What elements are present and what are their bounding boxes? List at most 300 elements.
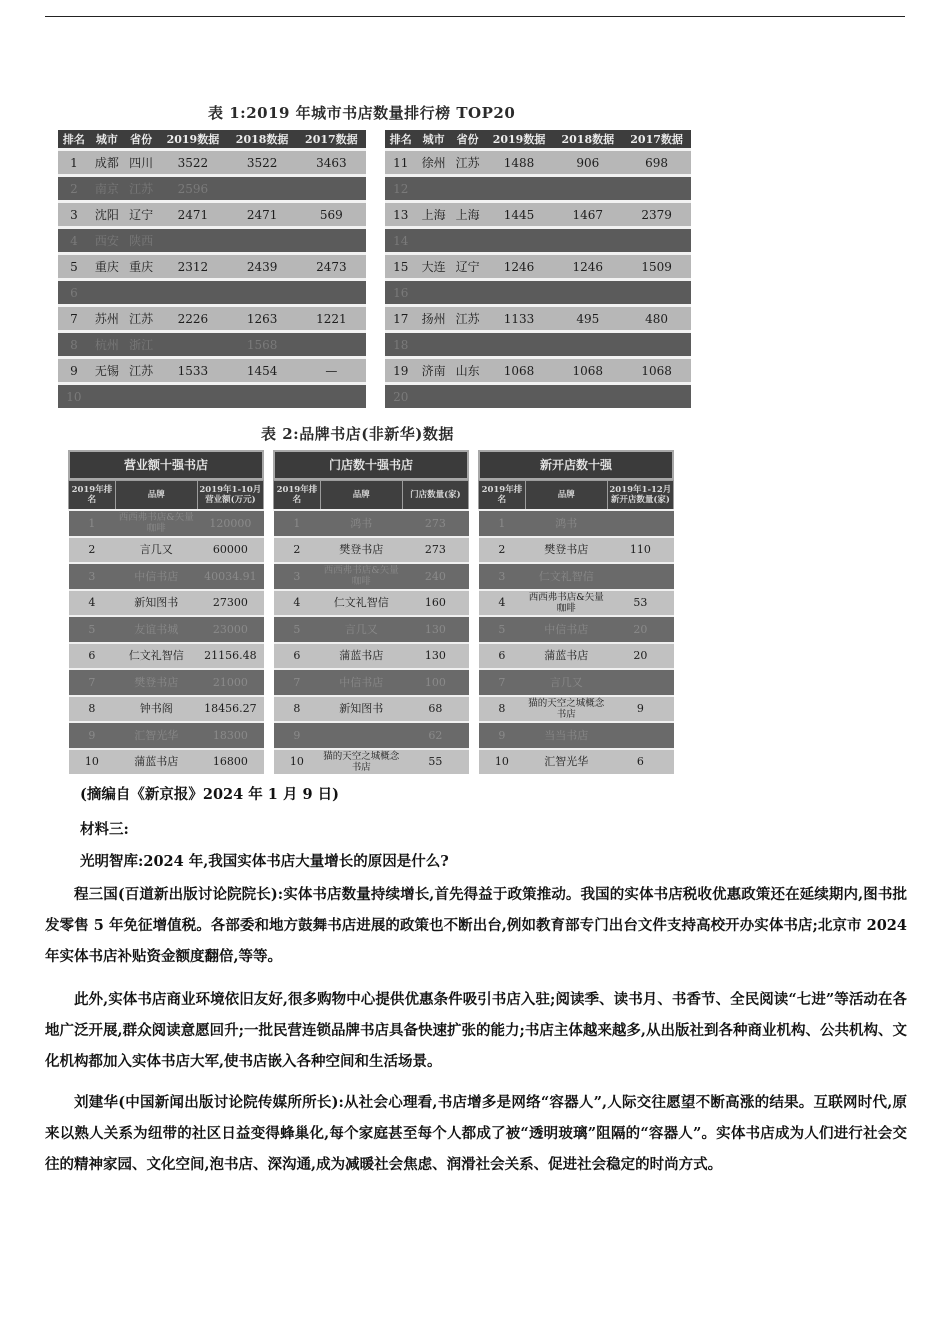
table-cell: 6 xyxy=(69,643,116,670)
table-cell: 陕西 xyxy=(124,228,158,254)
table-cell: 仁文礼智信 xyxy=(115,643,197,670)
table-cell: 130 xyxy=(402,616,468,643)
table-cell: 4 xyxy=(69,590,116,617)
table-row xyxy=(58,358,366,384)
table-cell: 23000 xyxy=(197,616,263,643)
rank-header-row xyxy=(58,130,366,150)
table-cell: 大连 xyxy=(417,254,451,280)
table-cell: 1068 xyxy=(622,358,691,384)
table-cell: 8 xyxy=(274,696,321,723)
table-cell xyxy=(124,280,158,306)
table-cell xyxy=(451,228,485,254)
table-cell: 无锡 xyxy=(90,358,124,384)
col-header: 省份 xyxy=(451,130,485,150)
table-row xyxy=(385,280,691,306)
table-cell: 1246 xyxy=(485,254,554,280)
table-cell: 6 xyxy=(607,749,673,775)
col-header: 2019年1-12月新开店数量(家) xyxy=(607,481,673,511)
table-cell: 18456.27 xyxy=(197,696,263,723)
col-header: 2017数据 xyxy=(297,130,366,150)
table-cell: 新知图书 xyxy=(320,696,402,723)
table-row xyxy=(479,510,674,537)
table-cell: 辽宁 xyxy=(124,202,158,228)
table-cell: 3 xyxy=(58,202,90,228)
table-cell xyxy=(553,280,622,306)
table-row xyxy=(58,202,366,228)
table-cell: 济南 xyxy=(417,358,451,384)
table-cell: 8 xyxy=(479,696,526,723)
table-cell: 20 xyxy=(385,384,417,409)
table-cell: 5 xyxy=(69,616,116,643)
table-cell: 9 xyxy=(69,722,116,749)
brand-box-title: 营业额十强书店 xyxy=(68,450,264,480)
table-cell: 130 xyxy=(402,643,468,670)
table-cell xyxy=(158,384,227,409)
table-row xyxy=(58,254,366,280)
table-cell: 1246 xyxy=(553,254,622,280)
col-header: 省份 xyxy=(124,130,158,150)
table-cell xyxy=(553,332,622,358)
table-cell: 江苏 xyxy=(451,306,485,332)
table-cell: 2379 xyxy=(622,202,691,228)
table-row xyxy=(479,643,674,670)
table-row xyxy=(69,696,264,723)
table-cell: 新知图书 xyxy=(115,590,197,617)
table-cell: 480 xyxy=(622,306,691,332)
rank-table-left xyxy=(58,130,366,408)
table-row xyxy=(274,749,469,775)
table-cell: 100 xyxy=(402,669,468,696)
table-cell: 5 xyxy=(274,616,321,643)
col-header: 城市 xyxy=(90,130,124,150)
table-cell: 21156.48 xyxy=(197,643,263,670)
table-cell: 四川 xyxy=(124,150,158,176)
table-cell: 3522 xyxy=(158,150,227,176)
table-cell: 698 xyxy=(622,150,691,176)
table-row xyxy=(274,643,469,670)
table-cell: 27300 xyxy=(197,590,263,617)
table-cell xyxy=(607,669,673,696)
table-cell: 杭州 xyxy=(90,332,124,358)
col-header: 城市 xyxy=(417,130,451,150)
table-row xyxy=(58,384,366,409)
table-cell xyxy=(451,280,485,306)
table-cell xyxy=(607,563,673,590)
table-cell: 2 xyxy=(479,537,526,564)
table-cell: 15 xyxy=(385,254,417,280)
table-cell xyxy=(622,176,691,202)
brand-box-title: 门店数十强书店 xyxy=(273,450,469,480)
table-cell: 1 xyxy=(274,510,321,537)
table-row xyxy=(385,202,691,228)
table-cell: 中信书店 xyxy=(525,616,607,643)
table-row xyxy=(479,616,674,643)
table-row xyxy=(274,616,469,643)
table-cell: 言几又 xyxy=(115,537,197,564)
table-cell: 1467 xyxy=(553,202,622,228)
table-cell: 3522 xyxy=(228,150,297,176)
table-row xyxy=(58,176,366,202)
table-cell: 成都 xyxy=(90,150,124,176)
table-cell: — xyxy=(297,358,366,384)
table-cell: 9 xyxy=(274,722,321,749)
table-cell xyxy=(320,722,402,749)
table-cell: 西安 xyxy=(90,228,124,254)
table-row xyxy=(69,590,264,617)
table-cell xyxy=(124,384,158,409)
table-row xyxy=(274,590,469,617)
table-cell xyxy=(622,384,691,409)
table-row xyxy=(58,306,366,332)
table-cell: 猫的天空之城概念书店 xyxy=(320,749,402,775)
table-cell: 60000 xyxy=(197,537,263,564)
col-header: 2019年1-10月营业额(万元) xyxy=(197,481,263,511)
table-cell xyxy=(607,722,673,749)
table-cell: 1509 xyxy=(622,254,691,280)
table-cell xyxy=(417,384,451,409)
table-cell: 2226 xyxy=(158,306,227,332)
top-rule xyxy=(45,16,905,17)
table-cell: 7 xyxy=(479,669,526,696)
table-row xyxy=(69,537,264,564)
table-cell xyxy=(417,332,451,358)
table-row xyxy=(274,722,469,749)
table-row xyxy=(385,384,691,409)
table-cell: 钟书阁 xyxy=(115,696,197,723)
table-row xyxy=(58,332,366,358)
table-cell: 11 xyxy=(385,150,417,176)
table-row xyxy=(58,228,366,254)
table-cell: 273 xyxy=(402,510,468,537)
table-cell: 120000 xyxy=(197,510,263,537)
table-cell: 53 xyxy=(607,590,673,617)
table-cell xyxy=(485,280,554,306)
table-cell xyxy=(417,280,451,306)
table-cell: 62 xyxy=(402,722,468,749)
table-cell: 2473 xyxy=(297,254,366,280)
table-row xyxy=(479,590,674,617)
table-cell: 1568 xyxy=(228,332,297,358)
table-cell: 猫的天空之城概念书店 xyxy=(525,696,607,723)
table-cell: 273 xyxy=(402,537,468,564)
table-cell xyxy=(228,280,297,306)
brand-table xyxy=(68,480,264,774)
table-row xyxy=(69,510,264,537)
table-cell: 3 xyxy=(274,563,321,590)
table-cell: 2471 xyxy=(228,202,297,228)
table-cell xyxy=(158,332,227,358)
table-cell: 6 xyxy=(58,280,90,306)
table-cell xyxy=(451,176,485,202)
table-row xyxy=(385,254,691,280)
col-header: 2019数据 xyxy=(485,130,554,150)
table-cell: 鸿书 xyxy=(525,510,607,537)
table-cell: 1 xyxy=(479,510,526,537)
table-cell xyxy=(553,176,622,202)
table-cell: 19 xyxy=(385,358,417,384)
table-cell: 2 xyxy=(69,537,116,564)
col-header: 2019数据 xyxy=(158,130,227,150)
col-header: 排名 xyxy=(58,130,90,150)
table-cell: 3 xyxy=(479,563,526,590)
table-cell xyxy=(485,332,554,358)
table-cell xyxy=(622,228,691,254)
col-header: 2017数据 xyxy=(622,130,691,150)
table-cell: 言几又 xyxy=(525,669,607,696)
table-cell: 9 xyxy=(607,696,673,723)
table-row xyxy=(58,280,366,306)
col-header: 2019年排名 xyxy=(69,481,116,511)
table-cell xyxy=(228,384,297,409)
table-cell xyxy=(622,332,691,358)
table-cell: 2 xyxy=(274,537,321,564)
table-cell: 18 xyxy=(385,332,417,358)
table-cell xyxy=(297,176,366,202)
paragraph-1: 程三国(百道新出版讨论院院长):实体书店数量持续增长,首先得益于政策推动。我国的实体书店税收优惠政策还在延续期内,图书批发零售 5 年免征增值税。各部委和地方鼓舞书店进展的政策也不断出台,例如教育部专门出台文件支持高校开办实体书店;北京市 2024 年实体书店补贴资金额度翻倍,等等。 xyxy=(45,886,907,965)
table-cell: 南京 xyxy=(90,176,124,202)
brand-box-store-count xyxy=(273,450,469,774)
table-cell: 当当书店 xyxy=(525,722,607,749)
table-cell: 4 xyxy=(58,228,90,254)
table-cell xyxy=(553,228,622,254)
table-cell: 西西弗书店&矢量咖啡 xyxy=(525,590,607,617)
table-cell xyxy=(158,228,227,254)
table-cell: 1454 xyxy=(228,358,297,384)
table-cell: 495 xyxy=(553,306,622,332)
table-cell: 2439 xyxy=(228,254,297,280)
table-cell: 20 xyxy=(607,616,673,643)
table-cell: 906 xyxy=(553,150,622,176)
brand-table xyxy=(273,480,469,774)
table-cell xyxy=(485,228,554,254)
col-header: 门店数量(家) xyxy=(402,481,468,511)
table-cell xyxy=(297,280,366,306)
table-cell: 江苏 xyxy=(124,358,158,384)
table-cell: 汇智光华 xyxy=(525,749,607,775)
table-cell: 中信书店 xyxy=(320,669,402,696)
table-cell xyxy=(451,384,485,409)
table-cell xyxy=(228,228,297,254)
table-cell: 55 xyxy=(402,749,468,775)
table-cell: 1 xyxy=(69,510,116,537)
table-cell: 3463 xyxy=(297,150,366,176)
table-cell: 2 xyxy=(58,176,90,202)
table-cell: 徐州 xyxy=(417,150,451,176)
col-header: 品牌 xyxy=(525,481,607,511)
table-cell: 沈阳 xyxy=(90,202,124,228)
table-cell: 蒲蓝书店 xyxy=(115,749,197,775)
table-cell: 1133 xyxy=(485,306,554,332)
table-cell: 江苏 xyxy=(124,176,158,202)
table-cell: 5 xyxy=(58,254,90,280)
table-row xyxy=(274,563,469,590)
table-cell: 569 xyxy=(297,202,366,228)
table-cell: 樊登书店 xyxy=(115,669,197,696)
table-cell: 西西弗书店&矢量咖啡 xyxy=(115,510,197,537)
table-cell: 1068 xyxy=(485,358,554,384)
scanned-tables-figure xyxy=(58,100,698,772)
table-cell: 9 xyxy=(58,358,90,384)
table-cell: 1533 xyxy=(158,358,227,384)
table-cell: 樊登书店 xyxy=(320,537,402,564)
table-cell xyxy=(90,384,124,409)
table-cell: 240 xyxy=(402,563,468,590)
table-cell xyxy=(297,384,366,409)
table-row xyxy=(385,176,691,202)
table-cell xyxy=(607,510,673,537)
table-cell xyxy=(451,332,485,358)
table-cell: 重庆 xyxy=(90,254,124,280)
col-header: 2019年排名 xyxy=(274,481,321,511)
col-header: 排名 xyxy=(385,130,417,150)
material-label: 材料三: xyxy=(80,821,129,838)
table-cell: 110 xyxy=(607,537,673,564)
brand-header-row xyxy=(479,481,674,511)
table-row xyxy=(479,749,674,775)
table-cell xyxy=(485,176,554,202)
table-cell: 辽宁 xyxy=(451,254,485,280)
paragraph-2: 此外,实体书店商业环境依旧友好,很多购物中心提供优惠条件吸引书店入驻;阅读季、读书月、书香节、全民阅读“七进”等活动在各地广泛开展,群众阅读意愿回升;一批民营连锁品牌书店具备快速扩张的能力;书店主体越来越多,从出版社到各种商业机构、公共机构、文化机构都加入实体书店大军,使书店嵌入各种空间和生活场景。 xyxy=(45,991,907,1070)
table-row xyxy=(385,228,691,254)
table-row xyxy=(69,563,264,590)
table-cell: 仁文礼智信 xyxy=(525,563,607,590)
table-cell: 樊登书店 xyxy=(525,537,607,564)
table-cell: 2471 xyxy=(158,202,227,228)
table-cell xyxy=(158,280,227,306)
paragraph-3: 刘建华(中国新闻出版讨论院传媒所所长):从社会心理看,书店增多是网络“容器人”,人际交往愿望不断高涨的结果。互联网时代,原来以熟人关系为纽带的社区日益变得蜂巢化,每个家庭甚至每个人都成了被“透明玻璃”阻隔的“容器人”。实体书店成为人们进行社会交往的精神家园、文化空间,泡书店、深沟通,成为减暖社会焦虑、润滑社会关系、促进社会稳定的时尚方式。 xyxy=(45,1094,907,1173)
table-cell xyxy=(297,332,366,358)
table-cell: 上海 xyxy=(417,202,451,228)
table-cell: 重庆 xyxy=(124,254,158,280)
table-cell: 10 xyxy=(479,749,526,775)
brand-header-row xyxy=(69,481,264,511)
brand-box-new-stores xyxy=(478,450,674,774)
table-cell: 浙江 xyxy=(124,332,158,358)
table-cell: 扬州 xyxy=(417,306,451,332)
table-cell: 14 xyxy=(385,228,417,254)
table-row xyxy=(69,749,264,775)
table-cell xyxy=(485,384,554,409)
table1-title: 表 1:2019 年城市书店数量排行榜 TOP20 xyxy=(208,104,516,122)
table-cell: 5 xyxy=(479,616,526,643)
table-cell: 10 xyxy=(69,749,116,775)
table-row xyxy=(479,722,674,749)
table-cell: 20 xyxy=(607,643,673,670)
table-cell xyxy=(228,176,297,202)
table-cell: 言几又 xyxy=(320,616,402,643)
table-cell: 18300 xyxy=(197,722,263,749)
table-cell xyxy=(417,176,451,202)
col-header: 品牌 xyxy=(115,481,197,511)
table-cell: 160 xyxy=(402,590,468,617)
table-cell: 1221 xyxy=(297,306,366,332)
table-row xyxy=(69,669,264,696)
table-cell: 12 xyxy=(385,176,417,202)
col-header: 品牌 xyxy=(320,481,402,511)
table-cell: 江苏 xyxy=(451,150,485,176)
table-cell: 友谊书城 xyxy=(115,616,197,643)
rank-header-row xyxy=(385,130,691,150)
table-cell: 汇智光华 xyxy=(115,722,197,749)
table-row xyxy=(69,616,264,643)
brand-box-title: 新开店数十强 xyxy=(478,450,674,480)
table-cell: 10 xyxy=(58,384,90,409)
table-cell: 1263 xyxy=(228,306,297,332)
rank-table-right xyxy=(385,130,691,408)
table-row xyxy=(479,563,674,590)
table-cell: 山东 xyxy=(451,358,485,384)
table-cell xyxy=(622,280,691,306)
col-header: 2018数据 xyxy=(553,130,622,150)
table-cell: 21000 xyxy=(197,669,263,696)
brand-table xyxy=(478,480,674,774)
table-row xyxy=(479,696,674,723)
table-cell: 17 xyxy=(385,306,417,332)
table-cell xyxy=(297,228,366,254)
table-row xyxy=(58,150,366,176)
table-cell: 仁文礼智信 xyxy=(320,590,402,617)
col-header: 2018数据 xyxy=(228,130,297,150)
table-cell: 6 xyxy=(274,643,321,670)
table-row xyxy=(385,150,691,176)
table-row xyxy=(385,306,691,332)
table-row xyxy=(479,669,674,696)
source-note: (摘编自《新京报》2024 年 1 月 9 日) xyxy=(80,786,339,803)
col-header: 2019年排名 xyxy=(479,481,526,511)
table-cell: 16800 xyxy=(197,749,263,775)
table-cell: 8 xyxy=(58,332,90,358)
table-row xyxy=(385,332,691,358)
table-cell: 16 xyxy=(385,280,417,306)
table-row xyxy=(274,696,469,723)
table-cell: 7 xyxy=(69,669,116,696)
table-cell: 4 xyxy=(274,590,321,617)
brand-box-revenue xyxy=(68,450,264,774)
table-cell: 7 xyxy=(274,669,321,696)
table-cell: 蒲蓝书店 xyxy=(320,643,402,670)
table-cell: 68 xyxy=(402,696,468,723)
table-cell: 中信书店 xyxy=(115,563,197,590)
table-row xyxy=(385,358,691,384)
table-cell: 1488 xyxy=(485,150,554,176)
table-cell: 苏州 xyxy=(90,306,124,332)
table-cell: 8 xyxy=(69,696,116,723)
table-cell: 鸿书 xyxy=(320,510,402,537)
table-cell: 40034.91 xyxy=(197,563,263,590)
table-cell: 13 xyxy=(385,202,417,228)
table-cell: 2596 xyxy=(158,176,227,202)
table-cell: 9 xyxy=(479,722,526,749)
table-cell: 4 xyxy=(479,590,526,617)
table-cell: 蒲蓝书店 xyxy=(525,643,607,670)
table-cell: 1445 xyxy=(485,202,554,228)
table-cell: 江苏 xyxy=(124,306,158,332)
table-row xyxy=(69,722,264,749)
question-line: 光明智库:2024 年,我国实体书店大量增长的原因是什么? xyxy=(80,853,449,870)
table-row xyxy=(69,643,264,670)
table-cell: 2312 xyxy=(158,254,227,280)
table-cell xyxy=(90,280,124,306)
table-row xyxy=(274,669,469,696)
table-cell xyxy=(553,384,622,409)
table-cell: 6 xyxy=(479,643,526,670)
table-cell xyxy=(417,228,451,254)
table-cell: 10 xyxy=(274,749,321,775)
table-cell: 上海 xyxy=(451,202,485,228)
table-cell: 1068 xyxy=(553,358,622,384)
table-cell: 1 xyxy=(58,150,90,176)
table-row xyxy=(274,510,469,537)
